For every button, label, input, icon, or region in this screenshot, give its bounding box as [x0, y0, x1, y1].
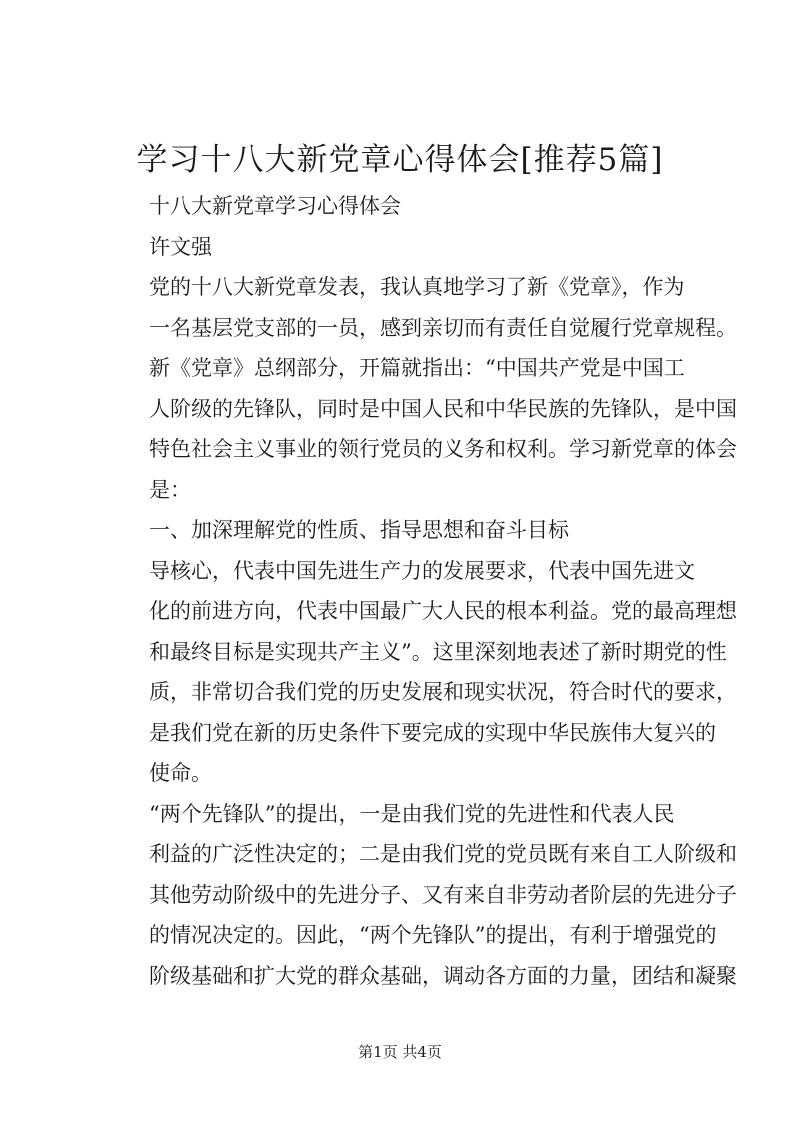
text-line: 是： — [149, 477, 191, 502]
text-line: 化的前进方向，代表中国最广大人民的根本利益。党的最高理想 — [149, 599, 737, 623]
paragraph-subtitle — [107, 186, 713, 227]
paragraph — [107, 551, 737, 794]
text-line: 一、加深理解党的性质、指导思想和奋斗目标 — [149, 518, 569, 542]
text-line: 许文强 — [149, 234, 212, 259]
text-line: 的情况决定的。因此，“两个先锋队”的提出，有利于增强党的 — [149, 923, 717, 947]
text-line: 导核心，代表中国先进生产力的发展要求，代表中国先进文 — [149, 558, 695, 583]
document-title: 学习十八大新党章心得体会[推荐5篇] — [136, 142, 664, 178]
text-line: 人阶级的先锋队，同时是中国人民和中华民族的先锋队，是中国 — [149, 396, 737, 421]
paragraph — [107, 267, 737, 348]
paragraph — [107, 348, 737, 510]
text-line: 新《党章》总纲部分，开篇就指出：“中国共产党是中国工 — [149, 356, 685, 380]
text-line: 阶级基础和扩大党的群众基础，调动各方面的力量，团结和凝聚 — [149, 963, 737, 988]
text-line: 十八大新党章学习心得体会 — [149, 194, 401, 218]
text-line: 一名基层党支部的一员，感到亲切而有责任自觉履行党章规程。 — [149, 315, 737, 340]
text-line: “两个先锋队”的提出，一是由我们党的先进性和代表人民 — [149, 801, 675, 826]
text-line: 和最终目标是实现共产主义”。这里深刻地表述了新时期党的性 — [149, 639, 727, 664]
page-number-footer: 第1页 共4页 — [358, 1043, 442, 1061]
text-line: 其他劳动阶级中的先进分子、又有来自非劳动者阶层的先进分子 — [149, 882, 737, 907]
paragraph — [107, 794, 737, 997]
text-line: 利益的广泛性决定的；二是由我们党的党员既有来自工人阶级和 — [149, 842, 737, 866]
text-line: 质，非常切合我们党的历史发展和现实状况，符合时代的要求， — [149, 680, 737, 704]
text-line: 是我们党在新的历史条件下要完成的实现中华民族伟大复兴的 — [149, 720, 716, 745]
text-line: 党的十八大新党章发表，我认真地学习了新《党章》，作为 — [149, 275, 685, 299]
paragraph-heading — [107, 510, 713, 551]
text-line: 使命。 — [149, 761, 212, 785]
text-line: 特色社会主义事业的领行党员的义务和权利。学习新党章的体会 — [149, 437, 737, 461]
paragraph-author — [107, 227, 713, 268]
document-body — [107, 186, 737, 996]
